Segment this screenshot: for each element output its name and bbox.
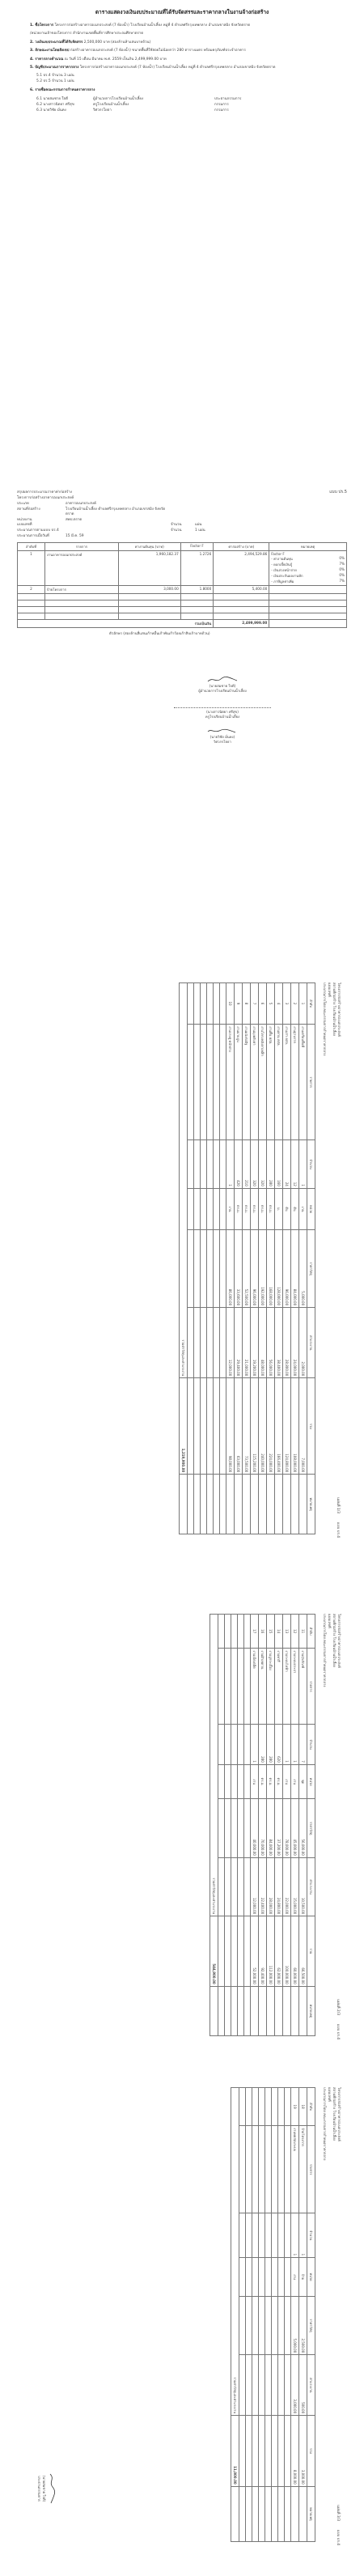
column-header: ราคาวัสดุ — [307, 2296, 315, 2355]
table-row — [265, 2088, 272, 2542]
column-header: ค่าแรงงาน — [307, 1308, 315, 1378]
subtotal-row: รวมค่าวัสดุและค่าแรงงาน 544,900.00 — [210, 1615, 218, 2036]
column-header: จำนวน — [307, 2213, 315, 2258]
signature-block: (นายสมชาย ใจดี) ผู้อำนวยการโรงเรียนบ้านน้ำเลี้ยง — [142, 676, 303, 694]
sheet-header: โครงการก่อสร้างอาคารอเนกประสงค์ สถานที่ก่อสร้าง โรงเรียนบ้านน้ำเลี้ยง แบบเลขที่ ประมาณการโดย คณะกรรมการกำหนดราคากลาง — [323, 982, 341, 1056]
column-header: ค่าแรงงาน — [307, 2355, 315, 2416]
rotated-sheet — [20, 1602, 348, 2048]
table-row — [220, 983, 226, 1534]
document-item: 3. ลักษณะงานโดยสังเขป ก่อสร้างอาคารอเนกประสงค์ (7 ห้องน้ำ) ขนาดพื้นที่ใช้สอยไม่น้อยกว่า 280 ตารางเมตร พร้อมครุภัณฑ์ประจำอาคาร — [30, 49, 246, 53]
table-row: 1 งานอาคารอเนกประสงค์ 1,960,182.37 1.2726 2,494,529.86 Factor F - ค่างานต้นทุน 0% - ดอกเบี้ยเงินกู้ 7% - เงินล่วงหน้าจ่าย 0% - เงินประกันผลงานหัก 0% - ภาษีมูลค่าเพิ่ม 7% — [18, 551, 347, 586]
column-header: ลำดับ — [307, 983, 315, 1025]
table-row — [259, 2088, 265, 2542]
table-row — [238, 1615, 244, 2036]
sheet-header: โครงการก่อสร้างอาคารอเนกประสงค์ สถานที่ก่อสร้าง โรงเรียนบ้านน้ำเลี้ยง แบบเลขที่ ประมาณการโดย คณะกรรมการกำหนดราคากลาง — [323, 1614, 341, 1687]
document-item: 5. บัญชีประมาณการราคากลาง โครงการก่อสร้างอาคารอเนกประสงค์ (7 ห้องน้ำ) โรงเรียนบ้านน้ำเลี้ยง หมู่ที่ 4 ตำบลศรีกรุงเทพกลาง อำเภอเขาสมิง จังหวัดตราด — [30, 66, 276, 70]
form-code: แบบ ปร.4 — [336, 1521, 340, 1538]
meta-row: ประเภท อาคารอเนกประสงค์ — [17, 502, 96, 506]
table-header — [307, 1615, 315, 2036]
meta-row: ประมาณการตามแบบ ปร.4 จำนวน 1 แผ่น — [17, 528, 205, 533]
signature-block: (นางสาวนิตยา ศรีสุข) ครูโรงเรียนบ้านน้ำเลี้ยง — [142, 702, 303, 719]
total-row: รวมเป็นเงิน 2,499,999.00 — [18, 620, 347, 628]
table-row — [214, 983, 220, 1534]
summary-page — [12, 3, 352, 311]
form-code: แบบ ปร.4 — [336, 2529, 340, 2545]
table-row — [218, 1615, 225, 2036]
page-number: แผ่นที่ 2/3 — [336, 1999, 340, 2015]
column-header: หมายเหตุ — [269, 543, 347, 551]
column-header: จำนวน — [307, 1725, 315, 1764]
table-row — [272, 2088, 278, 2542]
document-item: 2. วงเงินงบประมาณที่ได้รับจัดสรร 2,500,000 บาท (สองล้านห้าแสนบาทถ้วน) — [30, 40, 151, 45]
table-row: 15 งานปูกระเบื้อง 280 ตร.ม. 84,000.00 28,000.00 112,000.00 — [267, 1615, 275, 2036]
table-row — [285, 2088, 291, 2542]
table-row — [201, 983, 207, 1534]
column-header: หมายเหตุ — [307, 2486, 315, 2541]
estimate-sheet-1 — [12, 967, 352, 1550]
column-header: ราคาวัสดุ — [307, 1230, 315, 1308]
table-header — [18, 543, 347, 551]
table-row: 3 งานเสา คสล. 24 ต้น 96,000.00 28,800.00 124,800.00 — [283, 983, 291, 1534]
factor-note: - ภาษีมูลค่าเพิ่ม 7% — [271, 579, 345, 584]
table-row — [225, 1615, 231, 2036]
signature-icon — [48, 2472, 56, 2505]
column-header: รายการ — [44, 543, 118, 551]
form-code: แบบ ปร.5 — [329, 490, 347, 494]
table-row: 4 งานคาน คสล. 160 ม. 128,000.00 38,400.00 166,400.00 — [275, 983, 283, 1534]
table-row: 17 งานเบ็ดเตล็ด 1 งาน 40,000.00 12,000.00 52,000.00 — [251, 1615, 259, 2036]
committee-member: 6.3 นายวิชัย มั่นคง วิศวกรโยธา กรรมการ — [36, 108, 229, 112]
total-text: ตัวอักษร (สองล้านสี่แสนเก้าหมื่นเก้าพันเก้าร้อยเก้าสิบเก้าบาทถ้วน) — [109, 632, 210, 637]
column-header: ราคาวัสดุ — [307, 1799, 315, 1857]
committee-list — [36, 96, 345, 113]
column-header: หน่วย — [307, 1188, 315, 1229]
column-header: ค่าก่อสร้าง (บาท) — [214, 543, 269, 551]
column-header: รวม — [307, 2416, 315, 2487]
column-header: ลำดับที่ — [18, 543, 45, 551]
table-row — [194, 983, 201, 1534]
table-row: 10 งานประตู-หน้าต่าง 1 งาน 86,000.00 12,000.00 98,000.00 — [226, 983, 235, 1534]
table-row — [239, 2088, 246, 2542]
summary-form-page — [12, 486, 352, 761]
table-row — [18, 601, 347, 607]
document-item: /หน่วยงานเจ้าของโครงการ สำนักงานเขตพื้นที่การศึกษาประถมศึกษาตราด — [30, 32, 144, 36]
table-row: 6 งานโครงหลังคาเหล็ก 320 ตร.ม. 192,000.00 48,000.00 240,000.00 — [259, 983, 267, 1534]
rotated-sheet — [20, 2076, 348, 2553]
table-row — [252, 2088, 259, 2542]
factor-note: - ค่างานต้นทุน 0% — [271, 556, 345, 562]
estimate-table — [210, 1614, 315, 2036]
column-header: หน่วย — [307, 1764, 315, 1799]
rotated-sheet — [20, 971, 348, 1546]
column-header: หมายเหตุ — [307, 1475, 315, 1534]
column-header: หมายเหตุ — [307, 1986, 315, 2035]
table-row — [246, 2088, 252, 2542]
table-row: 18 ป้ายโครงการ 1 ป้าย 2,500.00 500.00 3,000.00 — [299, 2088, 307, 2542]
table-row: 19 งานทดสอบระบบ 1 งาน 5,000.00 3,000.00 8,000.00 — [291, 2088, 299, 2542]
table-header — [307, 983, 315, 1534]
table-row: 5 งานพื้น คสล. 280 ตร.ม. 168,000.00 56,000.00 224,000.00 — [267, 983, 275, 1534]
estimate-sheet-2 — [12, 1598, 352, 2052]
subtotal-row: รวมค่าวัสดุและค่าแรงงาน 1,219,900.00 — [180, 983, 188, 1534]
column-header: รายการ — [307, 1649, 315, 1725]
cost-table — [17, 542, 347, 628]
table-row — [18, 613, 347, 620]
page-number: แผ่นที่ 1/3 — [336, 1497, 340, 1513]
item-list — [12, 23, 352, 70]
org-title: สรุปผลการประมาณราคาค่าก่อสร้าง โครงการก่อสร้างอาคารอเนกประสงค์ — [17, 490, 74, 500]
table-row — [18, 594, 347, 601]
column-header: Factor F — [180, 543, 213, 551]
factor-note: - เงินประกันผลงานหัก 0% — [271, 573, 345, 579]
column-header: ค่าแรงงาน — [307, 1857, 315, 1916]
table-row — [188, 983, 194, 1534]
factor-note: - เงินล่วงหน้าจ่าย 0% — [271, 567, 345, 573]
column-header: รายการ — [307, 1025, 315, 1140]
project-meta — [17, 502, 347, 539]
table-row: 1 งานเตรียมพื้นที่ 1 งาน 5,000.00 2,000.00 7,000.00 — [299, 983, 307, 1534]
table-row: 14 งานทาสี 620 ตร.ม. 37,200.00 24,800.00 62,000.00 — [275, 1615, 283, 2036]
table-header — [307, 2088, 315, 2542]
meta-row: หน่วยงาน สพป.ตราด — [17, 517, 83, 522]
table-row — [278, 2088, 285, 2542]
document-item: 4. ราคากลางคำนวณ ณ วันที่ 15 เดือน มีนาคม พ.ศ. 2559 เป็นเงิน 2,499,999.00 บาท — [30, 57, 167, 62]
table-row — [18, 607, 347, 613]
column-header: จำนวน — [307, 1140, 315, 1188]
subtotal-row: รวมค่าวัสดุและค่าแรงงาน 11,000.00 — [231, 2088, 239, 2542]
table-row: 8 งานผนังก่ออิฐ 210 ตร.ม. 52,500.00 21,000.00 73,500.00 — [243, 983, 251, 1534]
column-header: ลำดับ — [307, 1615, 315, 1649]
estimate-sheet-3 — [12, 2072, 352, 2557]
estimate-table — [231, 2087, 315, 2542]
page-title: ตารางแสดงวงเงินงบประมาณที่ได้รับจัดสรรและราคากลางในงานจ้างก่อสร้าง — [95, 9, 269, 15]
table-row — [207, 983, 214, 1534]
table-row: 13 งานระบบไฟฟ้า 1 งาน 78,000.00 22,000.00 100,000.00 — [283, 1615, 291, 2036]
sub-line: 5.1 ปร.4 จำนวน 3 แผ่น — [36, 74, 74, 79]
column-header: รายการ — [307, 2126, 315, 2213]
signature-block: (นายวิชัย มั่นคง) วิศวกรโยธา — [142, 727, 303, 745]
committee-member: 6.1 นายสมชาย ใจดี ผู้อำนวยการโรงเรียนบ้านน้ำเลี้ยง ประธานกรรมการ — [36, 96, 242, 101]
table-row: 2 ป้ายโครงการ 3,000.00 1.8000 5,400.00 — [18, 586, 347, 594]
form-header — [17, 489, 347, 500]
committee-heading: 6. รายชื่อคณะกรรมการกำหนดราคากลาง — [30, 88, 95, 93]
meta-row: สถานที่ก่อสร้าง โรงเรียนบ้านน้ำเลี้ยง ตำบลศรีกรุงเทพกลาง อำเภอเขาสมิง จังหวัดตราด — [17, 507, 166, 517]
sheet-header: โครงการก่อสร้างอาคารอเนกประสงค์ สถานที่ก่อสร้าง โรงเรียนบ้านน้ำเลี้ยง แบบเลขที่ ประมาณการโดย คณะกรรมการกำหนดราคากลาง — [323, 2087, 341, 2161]
meta-row: ประมาณการเมื่อวันที่ 15 มี.ค. 59 — [17, 533, 84, 538]
column-header: ค่างานต้นทุน (บาท) — [118, 543, 180, 551]
table-row: 9 งานฉาบปูน 420 ตร.ม. 33,600.00 29,400.00 63,000.00 — [235, 983, 243, 1534]
table-row: 16 งานฝ้าเพดาน 280 ตร.ม. 70,000.00 22,400.00 92,400.00 — [259, 1615, 267, 2036]
column-header: หน่วย — [307, 2258, 315, 2297]
committee-member: 6.2 นางสาวนิตยา ศรีสุข ครูโรงเรียนบ้านน้ำเลี้ยง กรรมการ — [36, 102, 229, 107]
sub-line: 5.2 ปร.5 จำนวน 1 แผ่น — [36, 79, 74, 84]
signature-icon — [206, 676, 239, 684]
column-header: ลำดับ — [307, 2088, 315, 2126]
page-number: แผ่นที่ 3/3 — [336, 2505, 340, 2521]
estimate-table — [179, 982, 315, 1534]
table-row: 2 งานฐานราก 12 ต้น 84,000.00 24,000.00 108,000.00 — [291, 983, 299, 1534]
table-row — [231, 1615, 238, 2036]
column-header: รวม — [307, 1916, 315, 1987]
column-header: รวม — [307, 1378, 315, 1475]
table-row — [244, 1615, 251, 2036]
table-row: 11 งานสุขภัณฑ์ 7 ชุด 56,000.00 10,500.00 66,500.00 — [299, 1615, 307, 2036]
table-row: 12 งานระบบประปา 1 งาน 45,000.00 15,000.00 60,000.00 — [291, 1615, 299, 2036]
signature-block: (นายสมชาย ใจดี) ประธานกรรมการ — [36, 2472, 56, 2505]
signature-icon — [206, 727, 239, 735]
meta-row: แบบเลขที่ จำนวน แผ่น — [17, 523, 202, 528]
form-code: แบบ ปร.4 — [336, 2023, 340, 2039]
factor-note: - ดอกเบี้ยเงินกู้ 7% — [271, 562, 345, 567]
document-item: 1. ชื่อโครงการ โครงการก่อสร้างอาคารอเนกประสงค์ (7 ห้องน้ำ) โรงเรียนบ้านน้ำเลี้ยง หมู่ที่ 4 ตำบลศรีกรุงเทพกลาง อำเภอเขาสมิง จังหวัดตราด — [30, 23, 251, 28]
table-row: 7 งานมุงหลังคา 320 ตร.ม. 96,000.00 19,200.00 115,200.00 — [251, 983, 259, 1534]
